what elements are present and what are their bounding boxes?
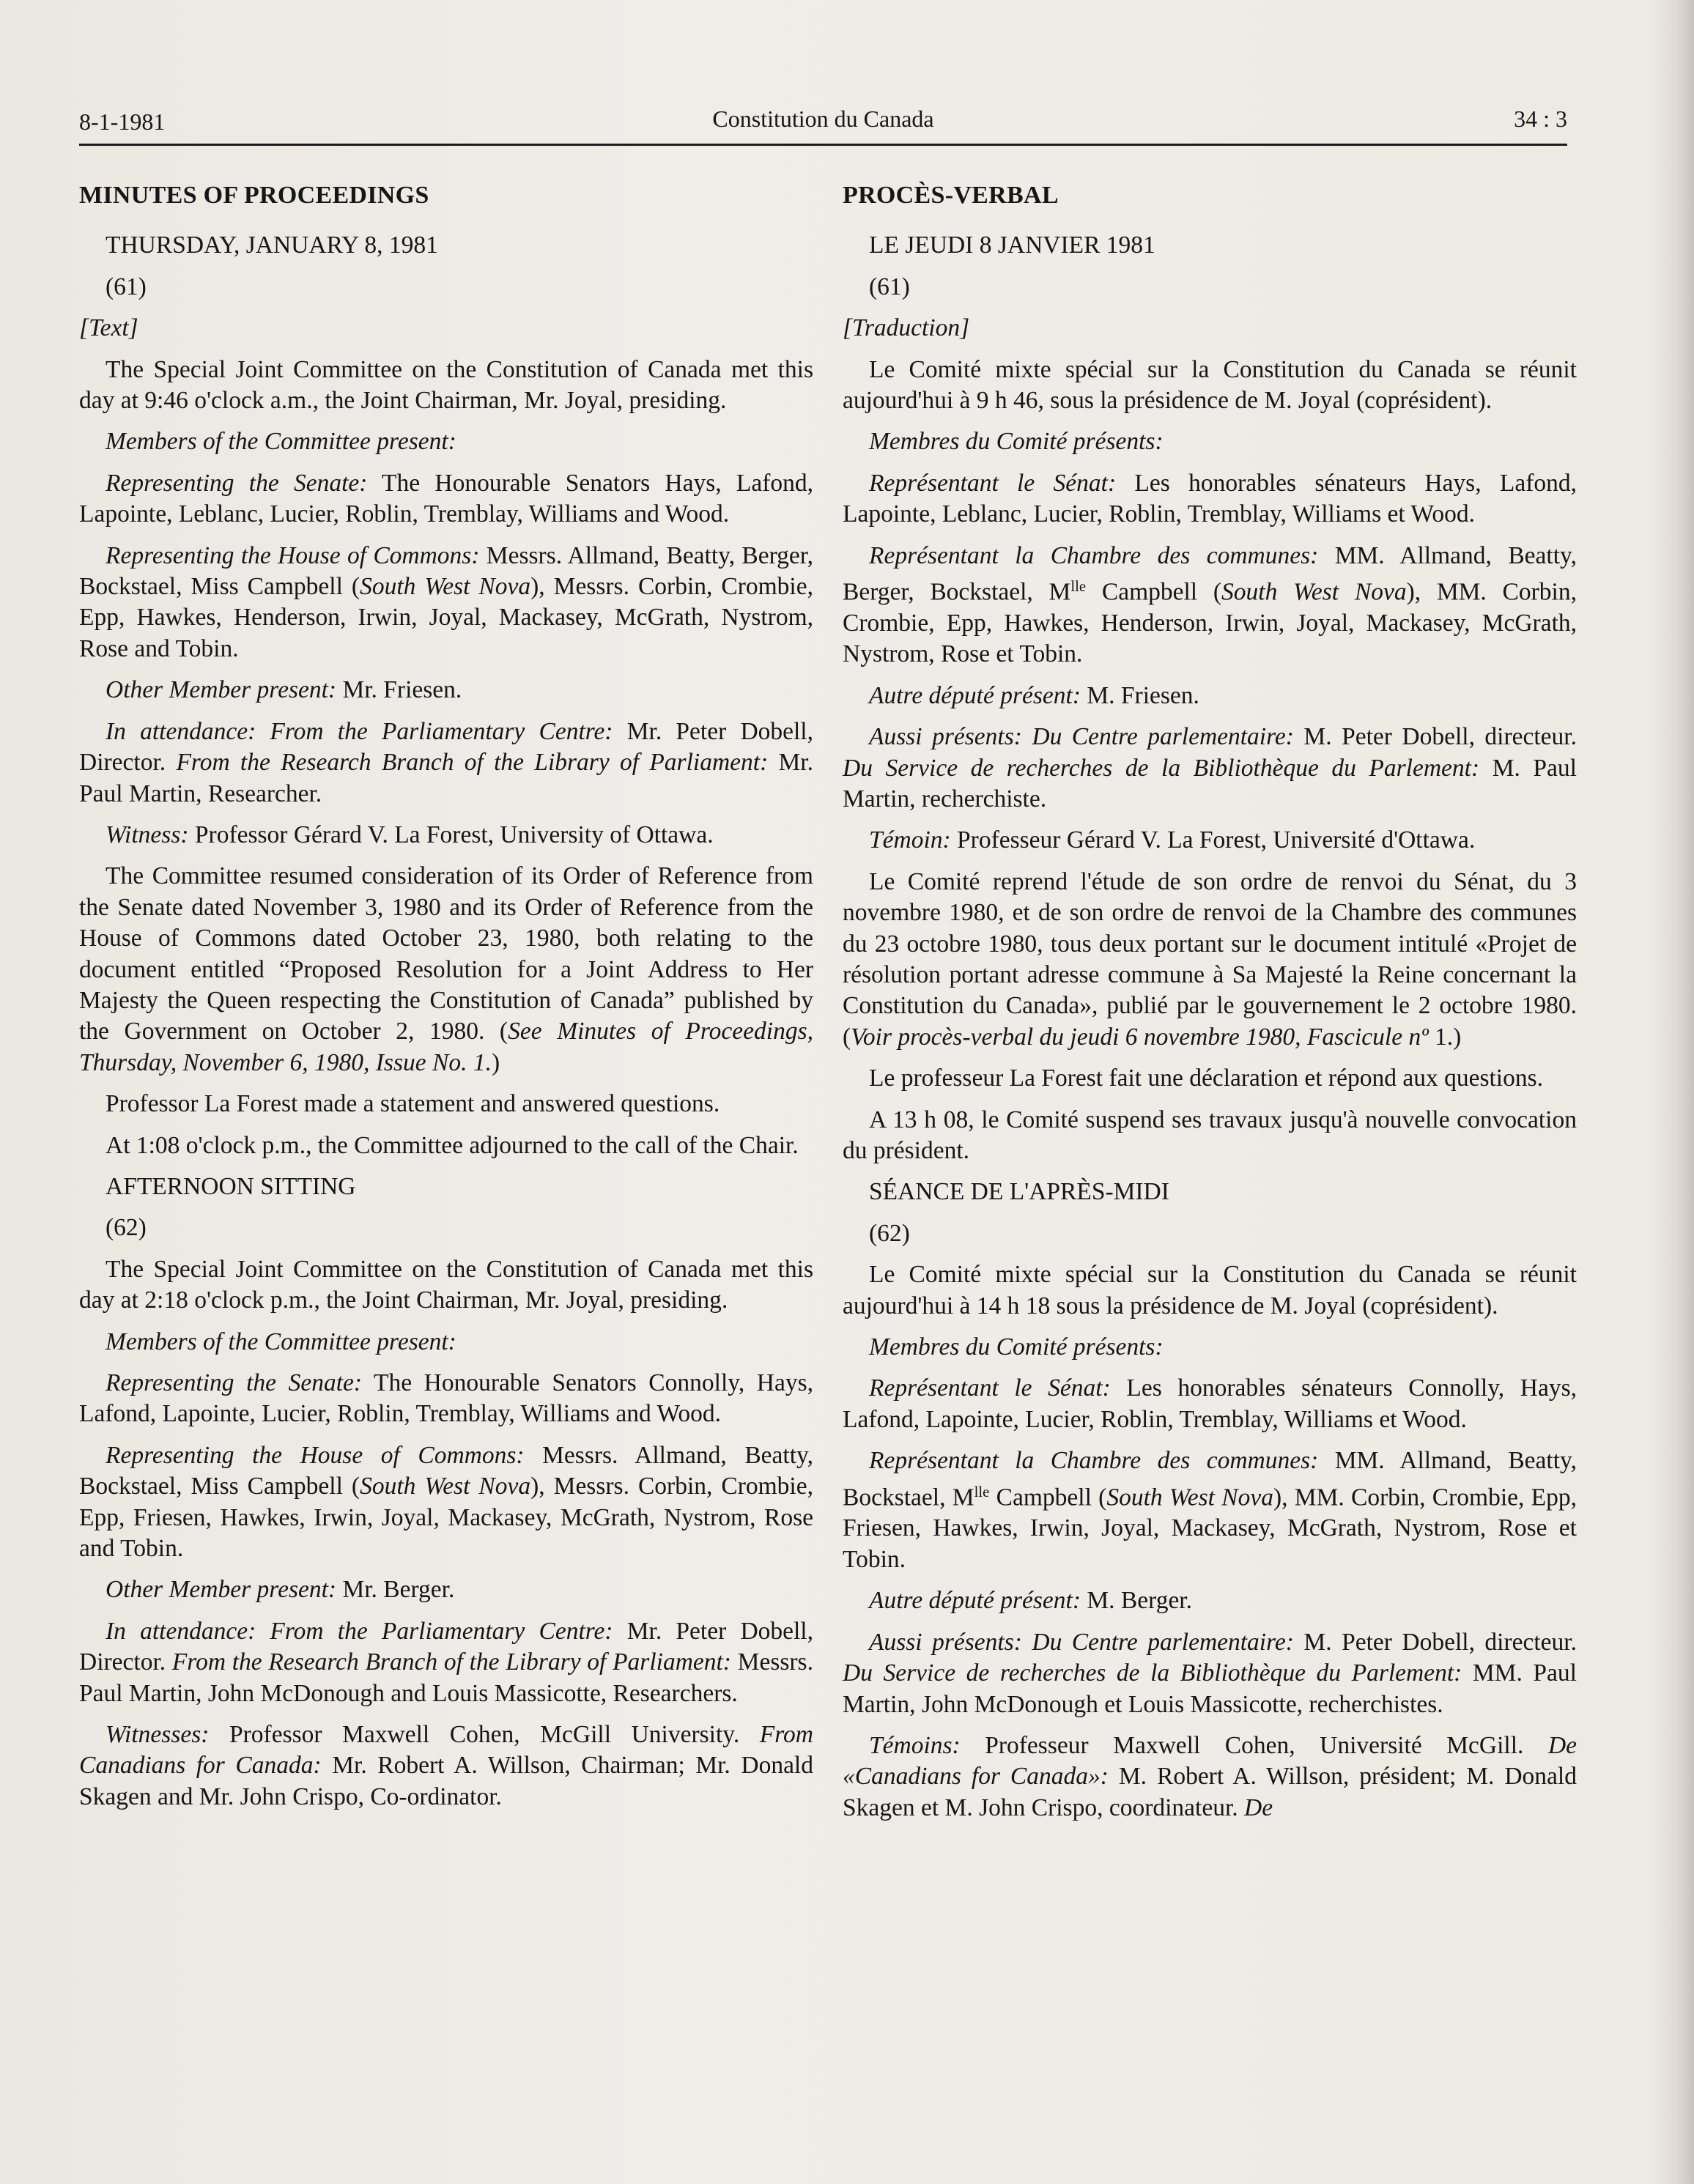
afternoon-in-attendance: In attendance: From the Parliamentary Centre: Mr. Peter Dobell, Director. From the Research Branch of the Library of Parliament: Messrs. Paul Martin, John McDonough and Louis Massicotte, Researchers. [79, 1617, 813, 1707]
resumed-consideration-fr: Le Comité reprend l'étude de son ordre de renvoi du Sénat, du 3 novembre 1980, et de son ordre de renvoi de la Chambre des communes du 23 octobre 1980, tous deux portant sur le document intitulé «Projet de résolution portant adresse commune à Sa Majesté la Reine concernant la Constitution du Canada», publié par le gouvernement le 2 octobre 1980. (Voir procès-verbal du jeudi 6 novembre 1980, Fascicule nº 1.) [843, 867, 1577, 1051]
afternoon-witnesses-fr: Témoins: Professeur Maxwell Cohen, Université McGill. De «Canadians for Canada»: M. Robert A. Willson, président; M. Donald Skagen et M. John Crispo, coordinateur. De [843, 1731, 1577, 1821]
adjournment-fr: A 13 h 08, le Comité suspend ses travaux jusqu'à nouvelle convocation du président. [843, 1106, 1577, 1164]
afternoon-members-present-label-fr: Membres du Comité présents: [869, 1333, 1164, 1361]
header-date: 8-1-1981 [79, 108, 166, 135]
opening-paragraph: The Special Joint Committee on the Constitution of Canada met this day at 9:46 o'clock a.m., the Joint Chairman, Mr. Joyal, presiding. [79, 355, 813, 415]
afternoon-session-number-fr: (62) [869, 1219, 910, 1247]
afternoon-sitting-title-fr: SÉANCE DE L'APRÈS-MIDI [869, 1178, 1169, 1206]
header-rule [79, 144, 1567, 146]
other-member-fr: Autre député présent: M. Friesen. [869, 681, 1199, 709]
session-date: THURSDAY, JANUARY 8, 1981 [106, 232, 438, 259]
afternoon-commons-members: Representing the House of Commons: Messrs. Allmand, Beatty, Bockstael, Miss Campbell (South West Nova), Messrs. Corbin, Crombie, Epp, Friesen, Hawkes, Irwin, Joyal, Mackasey, McGrath, Nystrom, Rose and Tobin. [79, 1441, 813, 1563]
statement: Professor La Forest made a statement and answered questions. [106, 1090, 720, 1118]
witness-fr: Témoin: Professeur Gérard V. La Forest, Université d'Ottawa. [869, 826, 1476, 854]
minutes-heading: MINUTES OF PROCEEDINGS [79, 182, 429, 209]
afternoon-sitting-title: AFTERNOON SITTING [106, 1172, 356, 1200]
page-spine-shadow [1650, 0, 1694, 2184]
members-present-label-fr: Membres du Comité présents: [869, 428, 1164, 456]
commons-members-fr: Représentant la Chambre des communes: MM. Allmand, Beatty, Berger, Bockstael, $M^{lle}$ Campbell (South West Nova), MM. Corbin, Crombie, Epp, Hawkes, Henderson, Irwin, Joyal, Mackasey, McGrath, Nystrom, Rose et Tobin. [843, 541, 1577, 668]
statement-fr: Le professeur La Forest fait une déclaration et répond aux questions. [869, 1065, 1544, 1092]
afternoon-members-present-label: Members of the Committee present: [106, 1328, 456, 1355]
session-date-fr: LE JEUDI 8 JANVIER 1981 [869, 232, 1155, 259]
afternoon-opening-paragraph: The Special Joint Committee on the Constitution of Canada met this day at 2:18 o'clock p.m., the Joint Chairman, Mr. Joyal, presiding. [79, 1255, 813, 1314]
in-attendance-fr: Aussi présents: Du Centre parlementaire: M. Peter Dobell, directeur. Du Service de recherches de la Bibliothèque du Parlement: M. Paul Martin, recherchiste. [843, 723, 1577, 812]
senate-members-fr: Représentant le Sénat: Les honorables sénateurs Hays, Lafond, Lapointe, Leblanc, Lucier, Roblin, Tremblay, Williams et Wood. [843, 469, 1577, 528]
running-header [79, 103, 1567, 142]
afternoon-witnesses: Witnesses: Professor Maxwell Cohen, McGill University. From Canadians for Canada: Mr. Robert A. Willson, Chairman; Mr. Donald Skagen and Mr. John Crispo, Co-ordinator. [79, 1721, 813, 1810]
afternoon-senate-members-fr: Représentant le Sénat: Les honorables sénateurs Connolly, Hays, Lafond, Lapointe, Lucier, Roblin, Tremblay, Williams et Wood. [843, 1374, 1577, 1433]
english-column [79, 173, 813, 1823]
other-member: Other Member present: Mr. Friesen. [106, 676, 462, 704]
commons-members: Representing the House of Commons: Messrs. Allmand, Beatty, Berger, Bockstael, Miss Campbell (South West Nova), Messrs. Corbin, Crombie, Epp, Hawkes, Henderson, Irwin, Joyal, Mackasey, McGrath, Nystrom, Rose and Tobin. [79, 541, 813, 662]
resumed-consideration: The Committee resumed consideration of its Order of Reference from the Senate dated November 3, 1980 and its Order of Reference from the House of Commons dated October 23, 1980, both relating to the document entitled “Proposed Resolution for a Joint Address to Her Majesty the Queen respecting the Constitution of Canada” published by the Government on October 2, 1980. (See Minutes of Proceedings, Thursday, November 6, 1980, Issue No. 1.) [79, 862, 813, 1076]
in-attendance: In attendance: From the Parliamentary Centre: Mr. Peter Dobell, Director. From the Research Branch of the Library of Parliament: Mr. Paul Martin, Researcher. [79, 717, 813, 807]
proces-verbal-heading: PROCÈS-VERBAL [843, 182, 1059, 209]
adjournment: At 1:08 o'clock p.m., the Committee adjourned to the call of the Chair. [106, 1131, 799, 1159]
header-page-number: 34 : 3 [1514, 106, 1567, 132]
afternoon-other-member: Other Member present: Mr. Berger. [106, 1576, 455, 1604]
afternoon-opening-paragraph-fr: Le Comité mixte spécial sur la Constitution du Canada se réunit aujourd'hui à 14 h 18 sous la présidence de M. Joyal (coprésident). [843, 1261, 1577, 1319]
header-title: Constitution du Canada [712, 106, 934, 132]
session-number-fr: (61) [869, 273, 910, 300]
afternoon-senate-members: Representing the Senate: The Honourable Senators Connolly, Hays, Lafond, Lapointe, Lucier, Roblin, Tremblay, Williams and Wood. [79, 1369, 813, 1428]
language-tag: [Text] [79, 314, 138, 342]
senate-members: Representing the Senate: The Honourable Senators Hays, Lafond, Lapointe, Leblanc, Lucier, Roblin, Tremblay, Williams and Wood. [79, 469, 813, 528]
opening-paragraph-fr: Le Comité mixte spécial sur la Constitution du Canada se réunit aujourd'hui à 9 h 46, sous la présidence de M. Joyal (coprésident). [843, 355, 1577, 415]
members-present-label: Members of the Committee present: [106, 428, 456, 456]
afternoon-commons-members-fr: Représentant la Chambre des communes: MM. Allmand, Beatty, Bockstael, $M^{lle}$ Campbell (South West Nova), MM. Corbin, Crombie, Epp, Friesen, Hawkes, Irwin, Joyal, Mackasey, McGrath, Nystrom, Rose et Tobin. [843, 1447, 1578, 1573]
french-column [843, 173, 1577, 1834]
witness: Witness: Professor Gérard V. La Forest, University of Ottawa. [106, 821, 714, 848]
afternoon-session-number: (62) [106, 1214, 147, 1242]
afternoon-other-member-fr: Autre député présent: M. Berger. [869, 1587, 1192, 1615]
afternoon-in-attendance-fr: Aussi présents: Du Centre parlementaire: M. Peter Dobell, directeur. Du Service de recherches de la Bibliothèque du Parlement: MM. Paul Martin, John McDonough et Louis Massicotte, recherchistes. [843, 1628, 1577, 1718]
language-tag-fr: [Traduction] [843, 314, 970, 342]
session-number: (61) [106, 273, 147, 300]
